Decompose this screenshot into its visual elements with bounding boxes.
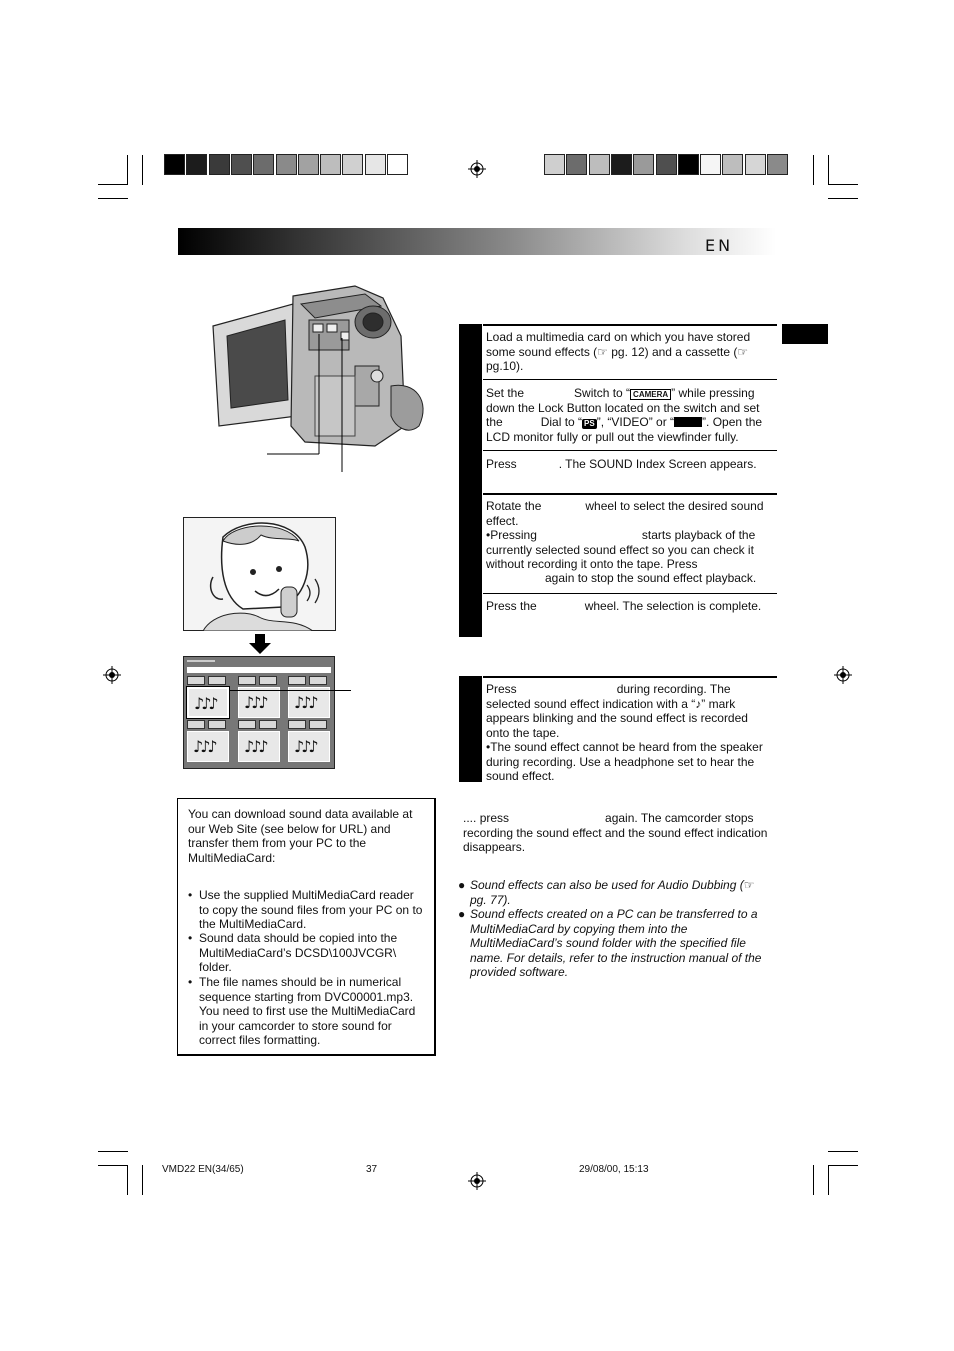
color-swatch xyxy=(611,154,632,175)
sound-effect-thumbnail[interactable] xyxy=(288,687,330,718)
mode-black-icon xyxy=(674,417,702,427)
down-arrow-icon xyxy=(249,634,271,654)
index-tab xyxy=(187,720,205,729)
footer-file: VMD22 EN(34/65) xyxy=(162,1164,244,1175)
color-swatch xyxy=(164,154,185,175)
sound-effect-thumbnail[interactable] xyxy=(238,731,280,762)
index-tab xyxy=(208,676,226,685)
color-swatch xyxy=(722,154,743,175)
music-note-icon: ♪♪♪ xyxy=(294,737,316,756)
music-note-icon: ♪♪♪ xyxy=(244,693,266,712)
ps-mode-icon: PS xyxy=(584,419,595,429)
index-tab xyxy=(259,676,277,685)
download-info-box xyxy=(177,798,436,1056)
color-swatch xyxy=(678,154,699,175)
music-note-icon: ♪♪♪ xyxy=(193,737,215,756)
index-tab xyxy=(309,720,327,729)
note-pc-transfer: ● Sound effects created on a PC can be transferred to a MultiMediaCard by copying them into the MultiMediaCard’s sound folder with the specified file name. For details, refer to the instruction manual of the provided software. xyxy=(458,907,762,980)
sound-effect-thumbnail[interactable] xyxy=(238,687,280,718)
index-tab xyxy=(238,720,256,729)
color-swatch xyxy=(589,154,610,175)
registration-mark-left xyxy=(103,666,121,684)
download-bullet-2: • Sound data should be copied into the MultiMediaCard’s DCSD\100JVCGR\ folder. xyxy=(188,931,398,975)
color-swatch xyxy=(253,154,274,175)
index-tab xyxy=(288,720,306,729)
color-swatch xyxy=(633,154,654,175)
step2-press-wheel: Press the wheel. The selection is complete. xyxy=(486,599,762,613)
step2-bullet: •Pressing starts playback of the currently selected sound effect so you can check it without recording it onto the tape. Press xyxy=(486,528,756,572)
color-swatch xyxy=(767,154,788,175)
language-code: EN xyxy=(705,236,734,255)
color-swatch xyxy=(298,154,319,175)
side-tab xyxy=(782,324,828,344)
color-swatch xyxy=(745,154,766,175)
registration-mark-right xyxy=(834,666,852,684)
music-note-icon: ♪♪♪ xyxy=(194,694,216,713)
color-swatch xyxy=(186,154,207,175)
step1-set-switch: Set the Switch to “ CAMERA ” while pressing down the Lock Button located on the switch and set the Dial to “ PS ”, “VIDEO” or “ ”. Open the LCD monitor fully or pull out the viewfinder fully. xyxy=(486,386,763,444)
color-swatch xyxy=(231,154,252,175)
music-note-icon: ♪♪♪ xyxy=(244,737,266,756)
color-swatch xyxy=(320,154,341,175)
step2-bullet-end: again to stop the sound effect playback. xyxy=(545,571,757,585)
color-swatch xyxy=(544,154,565,175)
color-swatch xyxy=(566,154,587,175)
step-3-bar xyxy=(459,676,482,782)
color-swatch xyxy=(656,154,677,175)
cartoon-person-illustration xyxy=(183,517,336,631)
index-tab xyxy=(309,676,327,685)
color-swatch xyxy=(342,154,363,175)
download-bullet-3: • The file names should be in numerical sequence starting from DVC00001.mp3. You need to first use the MultiMediaCard in your camcorder to store sound for correct files formatting. xyxy=(188,975,416,1048)
sound-effect-thumbnail[interactable] xyxy=(187,731,229,762)
sound-effect-thumbnail[interactable] xyxy=(288,731,330,762)
step2-rotate: Rotate the wheel to select the desired sound effect. xyxy=(486,499,764,528)
index-tab xyxy=(288,676,306,685)
index-tab xyxy=(259,720,277,729)
music-note-icon: ♪♪♪ xyxy=(294,693,316,712)
index-tab xyxy=(238,676,256,685)
registration-mark-bottom xyxy=(468,1172,486,1190)
step-1-2-bar xyxy=(459,324,482,637)
index-tab xyxy=(187,676,205,685)
index-tab xyxy=(208,720,226,729)
step3-bullet: •The sound effect cannot be heard from the speaker during recording. Use a headphone set to hear the sound effect. xyxy=(486,740,763,784)
footer-page: 37 xyxy=(366,1164,378,1175)
camera-mode-icon: CAMERA xyxy=(630,389,671,400)
download-bullet-1: • Use the supplied MultiMediaCard reader to copy the sound files from your PC on to the MultiMediaCard. xyxy=(188,888,423,932)
header-gradient-bar xyxy=(178,228,776,255)
step1-press: Press . The SOUND Index Screen appears. xyxy=(486,457,757,471)
camcorder-illustration xyxy=(205,276,433,476)
color-swatch xyxy=(387,154,408,175)
color-swatch xyxy=(209,154,230,175)
step1-load-card: Load a multimedia card on which you have stored some sound effects (☞ pg. 12) and a cassette (☞pg.10). xyxy=(486,330,751,374)
stop-note: .... press again. The camcorder stops recording the sound effect and the sound effect indication disappears. xyxy=(463,811,768,855)
color-swatch xyxy=(700,154,721,175)
footer-date: 29/08/00, 15:13 xyxy=(579,1164,649,1175)
selection-callout-line xyxy=(229,690,351,691)
color-swatch xyxy=(276,154,297,175)
download-intro: You can download sound data available at our Web Site (see below for URL) and transfer them from your PC to the MultiMediaCard: xyxy=(188,807,413,865)
step3-press: Press during recording. The selected sound effect indication with a “♪” mark appears blinking and the sound effect is recorded onto the tape. xyxy=(486,682,748,740)
sound-effect-thumbnail[interactable] xyxy=(187,687,229,718)
registration-mark-top xyxy=(468,160,486,178)
color-swatch xyxy=(365,154,386,175)
note-audio-dubbing: ● Sound effects can also be used for Audio Dubbing (☞ pg. 77). xyxy=(458,878,755,907)
